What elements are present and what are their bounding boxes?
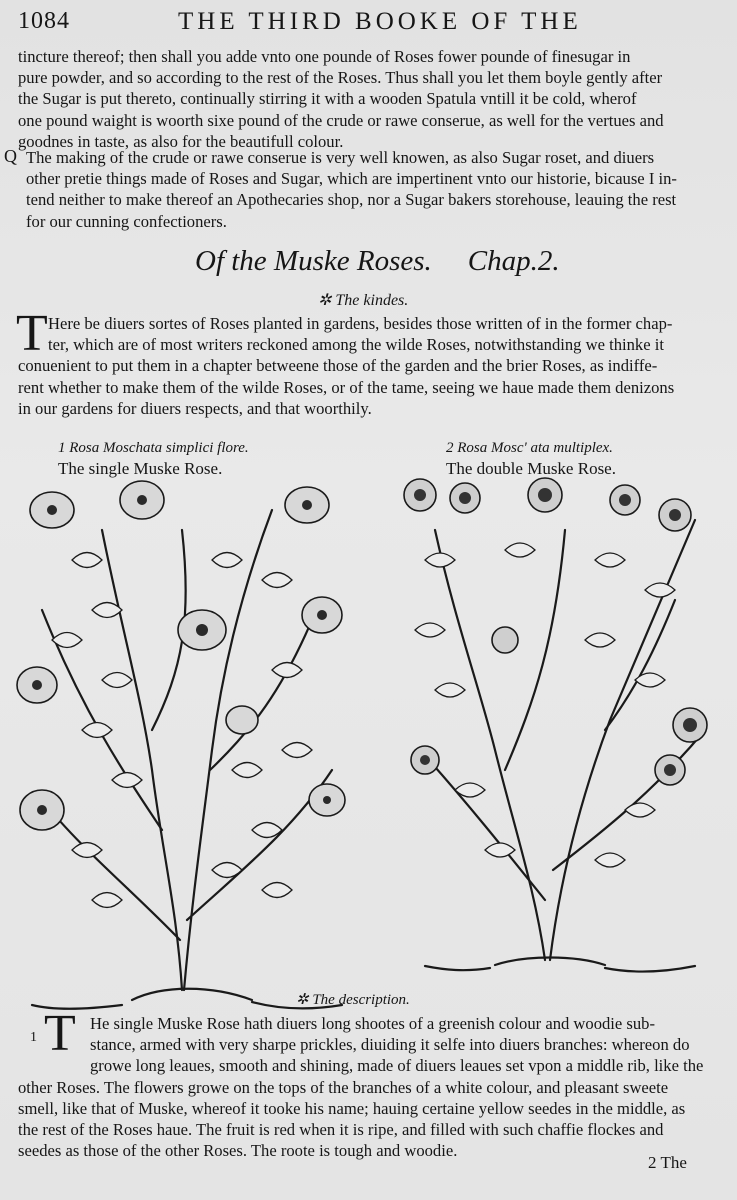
- text-line: rent whether to make them of the wilde Roses, or of the tame, seeing we haue made them denizons: [18, 377, 675, 397]
- text-line: growe long leaues, smooth and shining, made of diuers leaues set vpon a middle rib, like the: [90, 1056, 704, 1076]
- text-line: the rest of the Roses haue. The fruit is red when it is ripe, and filled with such chaffie flockes and: [18, 1120, 664, 1140]
- text-line: the Sugar is put thereto, continually stirring it with a wooden Spatula vntill it be cold, wherof: [18, 89, 637, 109]
- figure-2-latin-name: 2 Rosa Mosc' ata multiplex.: [446, 440, 613, 456]
- figure-1-english-name: The single Muske Rose.: [58, 459, 223, 478]
- text-line: pure powder, and so according to the rest of the Roses. Thus shall you let them boyle gently after: [18, 68, 663, 88]
- chapter-heading: [195, 245, 560, 278]
- text-line: tincture thereof; then shall you adde vnto one pounde of Roses fower pounde of finesugar in: [18, 47, 631, 66]
- text-line: conuenient to put them in a chapter betweene those of the garden and the brier Roses, as indiffe-: [18, 356, 658, 376]
- page-number: 1084: [18, 8, 70, 34]
- q-paragraph: [26, 147, 716, 232]
- top-paragraph: [18, 46, 718, 152]
- text-line: ter, which are of most writers reckoned among the wilde Roses, notwithstanding we thinke it: [48, 335, 664, 355]
- description-heading: ✲ The description.: [296, 992, 410, 1008]
- figure-1-latin-name: 1 Rosa Moschata simplici flore.: [58, 440, 249, 456]
- catchword: 2 The: [648, 1153, 687, 1172]
- text-line: tend neither to make thereof an Apothecaries shop, nor a Sugar bakers storehouse, leauing the rest: [26, 190, 677, 210]
- chapter-number: Chap.2.: [467, 245, 560, 277]
- text-line: for our cunning confectioners.: [26, 211, 227, 231]
- text-line: other pretie things made of Roses and Sugar, which are impertinent vnto our historie, bicause I in-: [26, 169, 677, 189]
- text-line: seedes as those of the other Roses. The roote is tough and woodie.: [18, 1141, 458, 1161]
- text-line: goodnes in taste, as also for the beautifull colour.: [18, 131, 344, 151]
- kindes-paragraph: [18, 313, 718, 419]
- kindes-heading: ✲ The kindes.: [318, 292, 409, 309]
- drop-cap: T: [16, 305, 48, 362]
- text-line: Here be diuers sortes of Roses planted in gardens, besides those written of in the former chap-: [48, 314, 673, 333]
- drop-cap: T: [44, 1005, 76, 1062]
- text-line: one pound waight is woorth sixe pound of the crude or rawe conserue, as well for the vertues and: [18, 110, 664, 130]
- text-line: in our gardens for diuers respects, and that woorthily.: [18, 398, 372, 418]
- chapter-title: Of the Muske Roses.: [195, 245, 432, 277]
- figure-2-english-name: The double Muske Rose.: [446, 459, 616, 478]
- page-header: [18, 8, 717, 38]
- text-line: smell, like that of Muske, whereof it tooke his name; hauing certaine yellow seedes in the middle, as: [18, 1098, 686, 1118]
- double-muske-rose-woodcut: [395, 470, 725, 975]
- text-line: He single Muske Rose hath diuers long shootes of a greenish colour and woodie sub-: [90, 1014, 656, 1033]
- running-head: THE THIRD BOOKE OF THE: [178, 8, 582, 35]
- description-number: 1: [30, 1030, 37, 1045]
- description-paragraph: [18, 1013, 718, 1161]
- text-line: stance, armed with very sharpe prickles, diuiding it selfe into diuers branches: whereon do: [90, 1035, 690, 1055]
- margin-marker-q: Q: [4, 146, 17, 166]
- text-line: The making of the crude or rawe conserue is very well knowen, as also Sugar roset, and diuers: [26, 148, 655, 167]
- text-line: other Roses. The flowers growe on the tops of the branches of a white colour, and pleasant sweete: [18, 1077, 669, 1097]
- single-muske-rose-woodcut: [12, 470, 352, 1015]
